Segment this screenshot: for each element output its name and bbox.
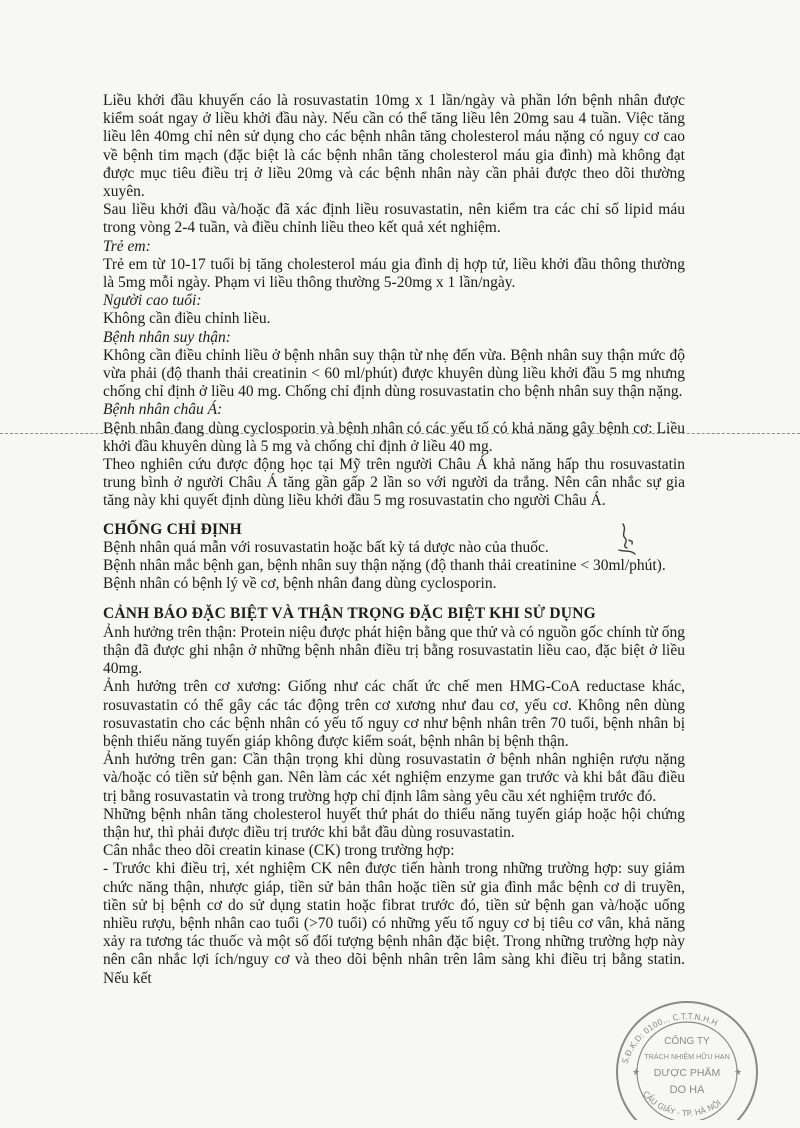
contraindication-item: Bệnh nhân có bệnh lý về cơ, bệnh nhân đang dùng cyclosporin. — [103, 575, 497, 593]
elderly-text: Không cần điều chỉnh liều. — [103, 310, 271, 328]
document-body — [103, 92, 685, 988]
stamp-line-3: DƯỢC PHẨM — [653, 1067, 721, 1079]
company-stamp — [612, 1000, 762, 1120]
renal-text: Không cần điều chỉnh liều ở bệnh nhân suy thận từ nhẹ đến vừa. Bệnh nhân suy thận mức độ vừa phải (độ thanh thải creatinin < 60 ml/phút) được khuyên dùng liều khởi đầu 5 mg nhưng chống chỉ định ở liều 40 mg. Chống chỉ định dùng rosuvastatin cho bệnh nhân suy thận nặng. — [103, 346, 685, 401]
children-text: Trẻ em từ 10-17 tuổi bị tăng cholesterol máu gia đình dị hợp tử, liều khởi đầu thông thường là 5mg mỗi ngày. Phạm vi liều thông thường 5-20mg x 1 lần/ngày. — [103, 255, 685, 292]
asian-text-2: Theo nghiên cứu được động học tại Mỹ trên người Châu Á khả năng hấp thu rosuvastatin trung bình ở người Châu Á tăng gần gấp 2 lần so với người da trắng. Nên cân nhắc sự gia tăng này khi quyết định dùng liều khởi đầu 5 mg rosuvastatin cho người Châu Á. — [103, 456, 685, 510]
asian-heading: Bệnh nhân châu Á: — [103, 401, 223, 419]
warnings-heading: CẢNH BÁO ĐẶC BIỆT VÀ THẬN TRỌNG ĐẶC BIỆT KHI SỬ DỤNG — [103, 605, 596, 623]
contraindication-item: Bệnh nhân quá mẫn với rosuvastatin hoặc bất kỳ tá dược nào của thuốc. — [103, 538, 549, 556]
contraindication-item: Bệnh nhân mắc bệnh gan, bệnh nhân suy thận nặng (độ thanh thải creatinine < 30ml/phút). — [103, 557, 666, 575]
stamp-line-4: DO HA — [669, 1084, 705, 1096]
warning-ck-item: - Trước khi điều trị, xét nghiệm CK nên được tiến hành trong những trường hợp: suy giảm chức năng thận, nhược giáp, tiền sử bản thân hoặc tiền sử gia đình mắc bệnh cơ di truyền, tiền sử bị bệnh cơ do sử dụng statin hoặc fibrat trước đó, tiền sử bệnh gan và/hoặc uống nhiều rượu, bệnh nhân cao tuổi (>70 tuổi) có những yếu tố nguy cơ bị tiêu cơ vân, khả năng xảy ra tương tác thuốc và một số đối tượng bệnh nhân đặc biệt. Trong những trường hợp này nên cân nhắc lợi ích/nguy cơ và theo dõi bệnh nhân trên lâm sàng khi điều trị bằng statin. Nếu kết — [103, 860, 685, 987]
stamp-line-2: TRÁCH NHIỆM HỮU HẠN — [644, 1052, 730, 1061]
stamp-ring-bottom: CẦU GIẤY - TP. HÀ NỘI — [640, 1089, 723, 1118]
stamp-star-right-icon: ★ — [733, 1068, 743, 1078]
warning-ck-intro: Cân nhắc theo dõi creatin kinase (CK) trong trường hợp: — [103, 842, 455, 860]
warning-secondary: Những bệnh nhân tăng cholesterol huyết thứ phát do thiểu năng tuyến giáp hoặc hội chứng thận hư, thì phải được điều trị trước khi bắt đầu dùng rosuvastatin. — [103, 805, 685, 841]
elderly-heading: Người cao tuổi: — [103, 292, 202, 310]
contraindications-heading: CHỐNG CHỈ ĐỊNH — [103, 520, 242, 538]
dosage-paragraph-1: Liều khởi đầu khuyến cáo là rosuvastatin 10mg x 1 lần/ngày và phần lớn bệnh nhân được kiểm soát ngay ở liều khởi đầu này. Nếu cần có thể tăng liều lên 20mg sau 4 tuần. Việc tăng liều lên 40mg chỉ nên sử dụng cho các bệnh nhân tăng cholesterol máu nặng có nguy cơ cao về bệnh tim mạch (đặc biệt là các bệnh nhân tăng cholesterol máu gia đình) mà không đạt được mục tiêu điều trị ở liều 20mg và các bệnh nhân này cần phải được theo dõi thường xuyên. — [103, 92, 685, 201]
warning-kidney: Ảnh hưởng trên thận: Protein niệu được phát hiện bằng que thử và có nguồn gốc chính từ ống thận đã được ghi nhận ở những bệnh nhân điều trị bằng rosuvastatin liều cao, đặc biệt ở liều 40mg. — [103, 623, 685, 678]
warning-liver: Ảnh hưởng trên gan: Cần thận trọng khi dùng rosuvastatin ở bệnh nhân nghiện rượu nặng và/hoặc có tiền sử bệnh gan. Nên làm các xét nghiệm enzyme gan trước và khi bắt đầu điều trị bằng rosuvastatin và trong trường hợp chỉ định lâm sàng yêu cầu xét nghiệm trước đó. — [103, 751, 685, 805]
stamp-star-left-icon: ★ — [631, 1068, 641, 1078]
children-heading: Trẻ em: — [103, 237, 151, 255]
dosage-paragraph-2: Sau liều khởi đầu và/hoặc đã xác định liều rosuvastatin, nên kiểm tra các chỉ số lipid máu trong vòng 2-4 tuần, và điều chỉnh liều theo kết quả xét nghiệm. — [103, 201, 685, 237]
stamp-ring-top: S.Đ.K.D: 0100... C.T.T.N.H.H — [620, 1012, 719, 1065]
asian-text-1: Bệnh nhân đang dùng cyclosporin và bệnh nhân có các yếu tố có khả năng gây bệnh cơ: Liều khởi đầu khuyên dùng là 5 mg và chống chỉ định ở liều 40 mg. — [103, 419, 685, 455]
warning-muscle: Ảnh hưởng trên cơ xương: Giống như các chất ức chế men HMG-CoA reductase khác, rosuvastatin có thể gây các tác động trên cơ xương như đau cơ, yếu cơ. Không nên dùng rosuvastatin cho các bệnh nhân có yếu tố nguy cơ như bệnh nhân trên 70 tuổi, bệnh nhân bị bệnh thiểu năng tuyến giáp không được kiểm soát, bệnh nhân bị bệnh thận. — [103, 678, 685, 750]
stamp-line-1: CÔNG TY — [664, 1036, 710, 1047]
renal-heading: Bệnh nhân suy thận: — [103, 328, 231, 346]
handwritten-initial — [613, 520, 645, 560]
